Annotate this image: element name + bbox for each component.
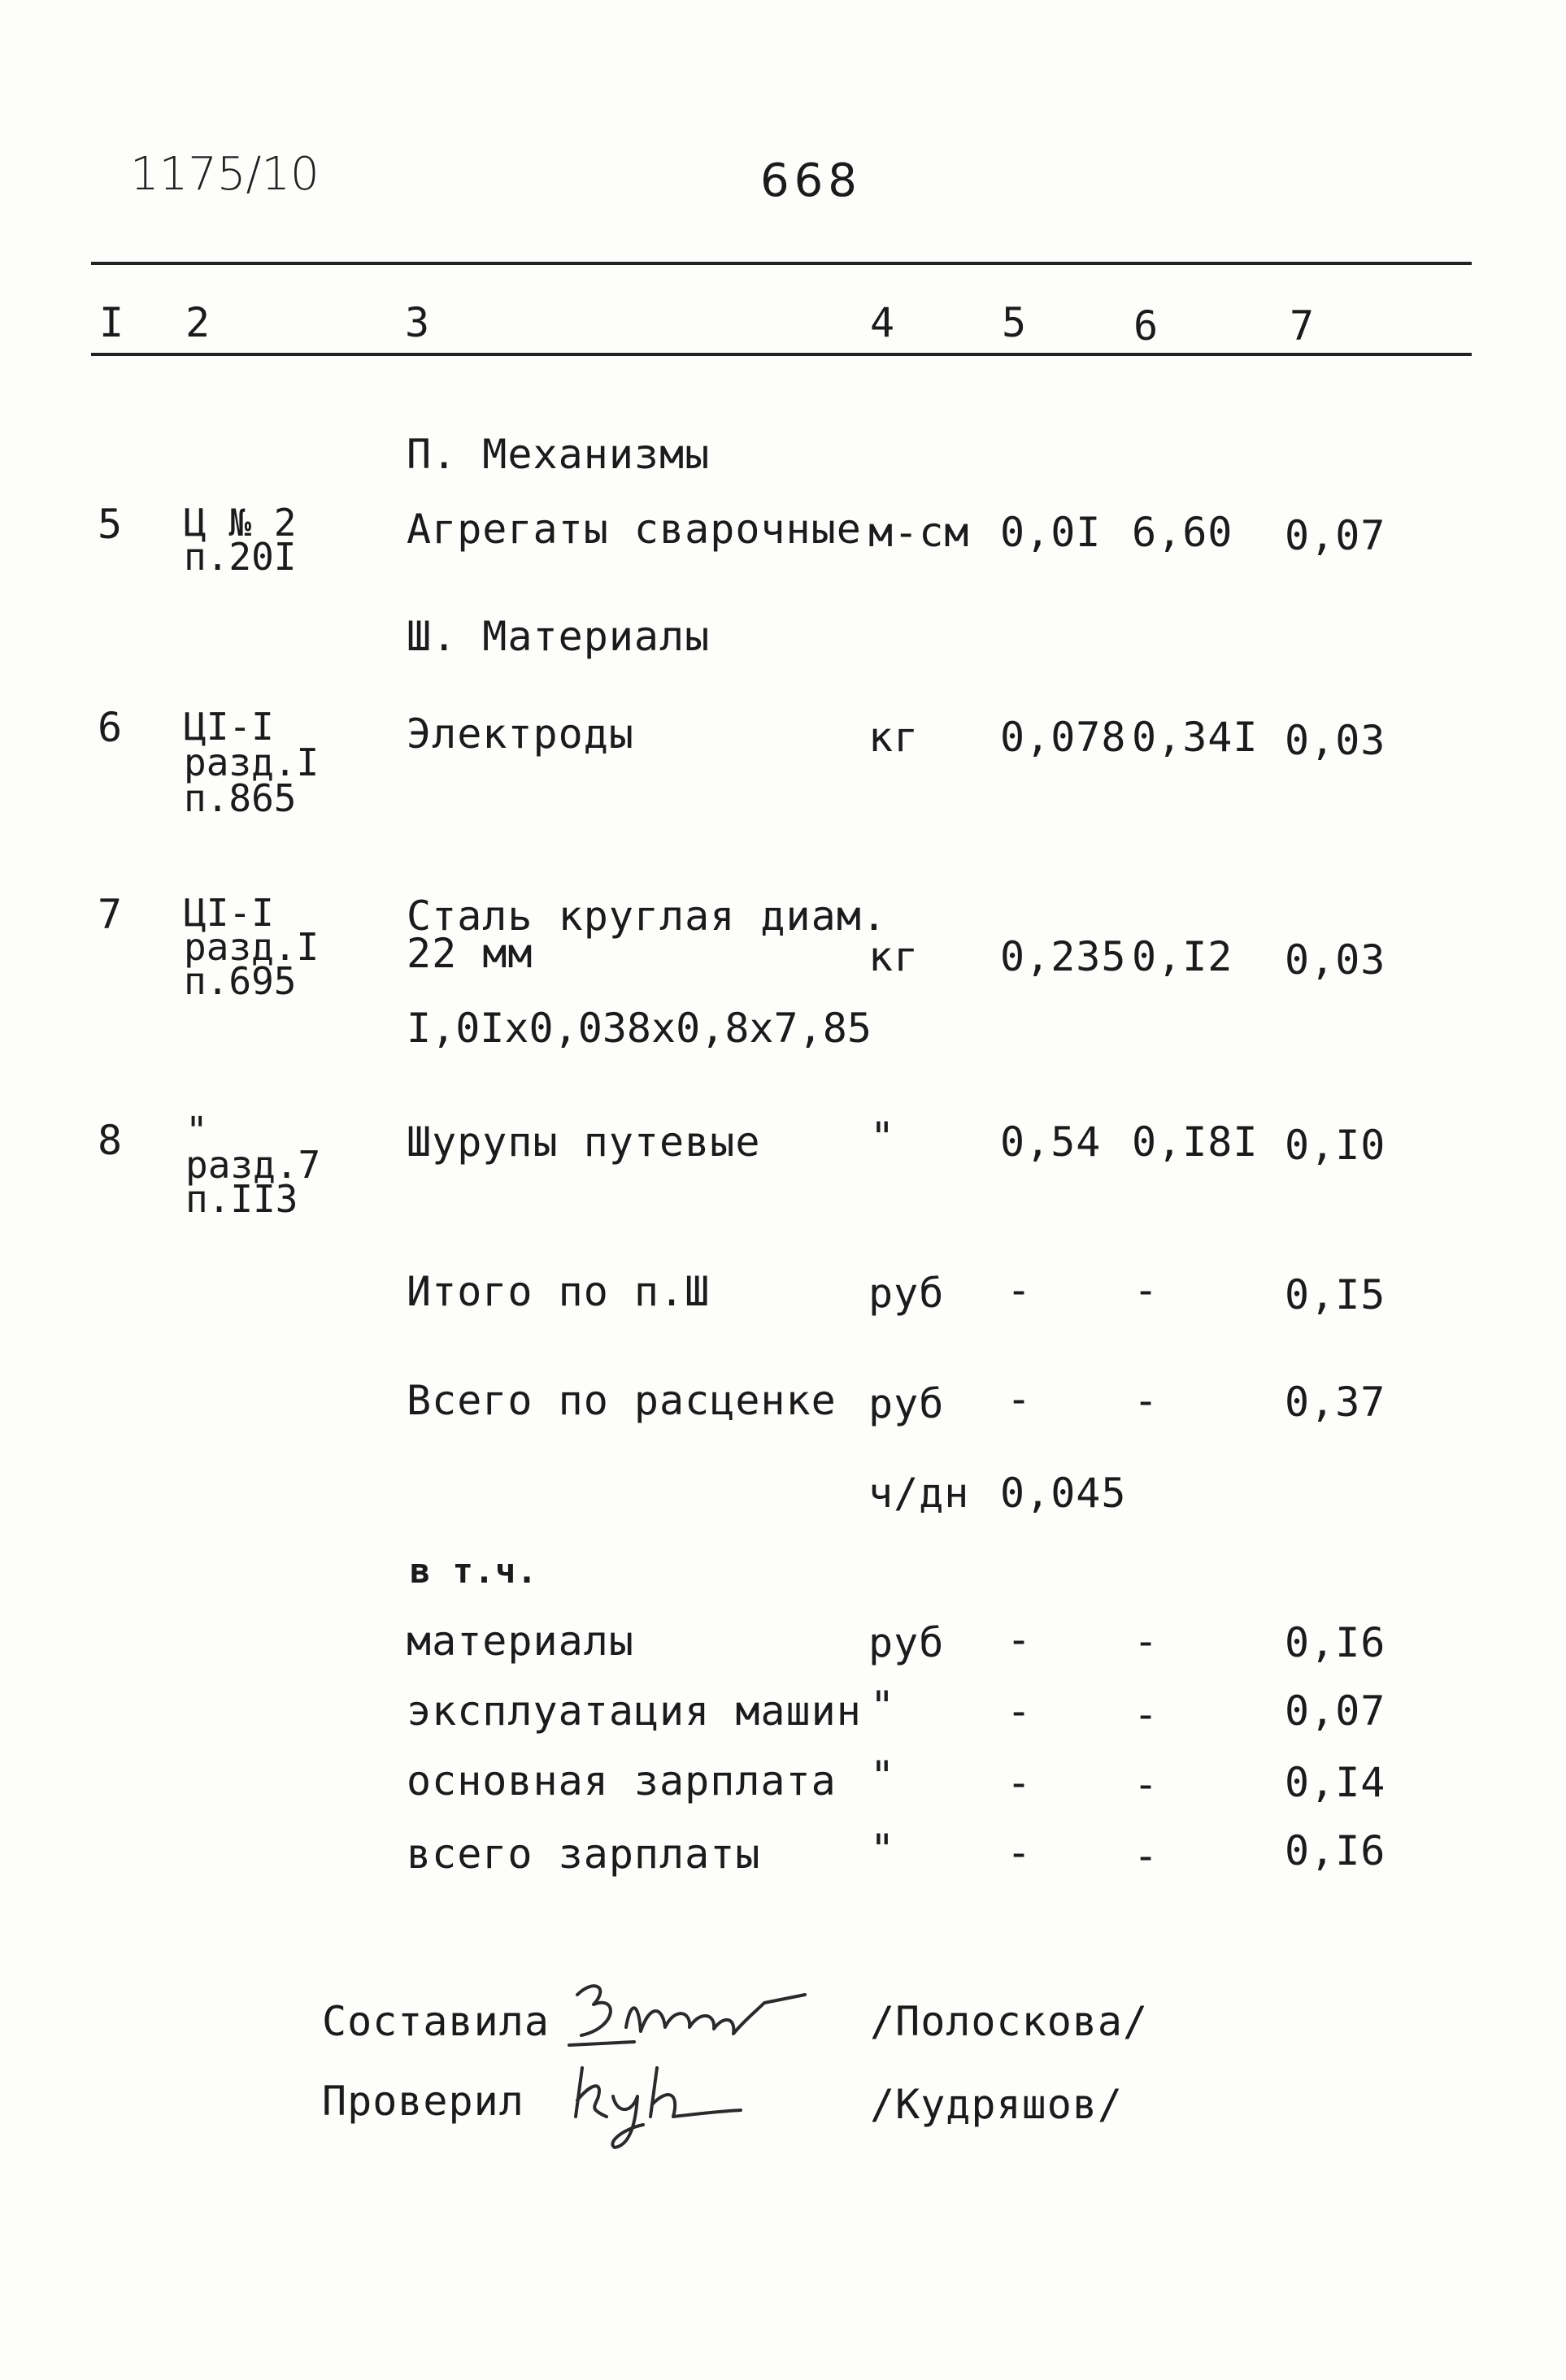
row-5-code: Ц № 2 п.20I <box>184 501 297 579</box>
row-7-num: 7 <box>98 891 124 938</box>
row-6-num: 6 <box>98 704 124 751</box>
summary-total-total: 0,37 <box>1285 1379 1386 1426</box>
col-header-7: 7 <box>1290 302 1316 350</box>
row-7-unit: кг <box>868 933 920 980</box>
row-5-qty: 0,0I <box>1000 509 1102 556</box>
breakdown-total-salary-qty: - <box>1007 1829 1033 1876</box>
row-6-unit: кг <box>868 714 920 761</box>
summary-total-name: Всего по расценке <box>407 1377 837 1424</box>
summary-subtotal-name: Итого по п.Ш <box>407 1268 711 1315</box>
breakdown-basic-salary-name: основная зарплата <box>407 1757 837 1805</box>
row-8-total: 0,I0 <box>1285 1122 1386 1169</box>
top-rule <box>91 262 1472 265</box>
col-header-6: 6 <box>1133 302 1159 350</box>
col-header-5: 5 <box>1002 299 1028 346</box>
col-header-1: I <box>99 299 125 346</box>
row-8-unit: " <box>870 1114 896 1161</box>
row-6-qty: 0,078 <box>1000 714 1127 761</box>
row-8-qty: 0,54 <box>1000 1118 1102 1166</box>
breakdown-materials-price: - <box>1133 1618 1159 1665</box>
row-8-code: " разд.7 п.II3 <box>185 1109 321 1221</box>
col-header-2: 2 <box>185 299 211 346</box>
breakdown-machines-unit: " <box>870 1683 896 1730</box>
summary-total-qty: - <box>1007 1375 1033 1422</box>
breakdown-machines-total: 0,07 <box>1285 1687 1386 1735</box>
breakdown-total-salary-price: - <box>1133 1832 1159 1879</box>
col-header-4: 4 <box>870 299 896 346</box>
breakdown-machines-price: - <box>1133 1691 1159 1738</box>
breakdown-basic-salary-price: - <box>1133 1761 1159 1808</box>
row-6-name: Электроды <box>407 710 634 758</box>
breakdown-basic-salary-qty: - <box>1007 1759 1033 1806</box>
row-8-name: Шурупы путевые <box>407 1118 761 1166</box>
section-mechanisms: П. Механизмы <box>407 431 711 478</box>
row-7-qty: 0,235 <box>1000 933 1127 980</box>
row-8-num: 8 <box>98 1117 124 1164</box>
row-5-num: 5 <box>98 501 124 548</box>
row-5-price: 6,60 <box>1132 509 1233 556</box>
summary-subtotal-qty: - <box>1007 1266 1033 1314</box>
breakdown-materials-name: материалы <box>407 1618 634 1665</box>
row-5-unit: м-см <box>868 509 970 556</box>
section-materials: Ш. Материалы <box>407 613 711 660</box>
breakdown-total-salary-unit: " <box>870 1826 896 1873</box>
checked-name: /Кудряшов/ <box>870 2081 1124 2128</box>
compiled-name: /Полоскова/ <box>870 1998 1149 2045</box>
breakdown-total-salary-name: всего зарплаты <box>407 1831 761 1878</box>
page-number: 668 <box>760 154 862 207</box>
breakdown-total-salary-total: 0,I6 <box>1285 1827 1386 1874</box>
breakdown-machines-qty: - <box>1007 1687 1033 1735</box>
row-7-price: 0,I2 <box>1132 933 1233 980</box>
row-7-formula: I,0Ix0,038x0,8x7,85 <box>407 1005 872 1052</box>
row-6-price: 0,34I <box>1132 714 1259 761</box>
row-6-total: 0,03 <box>1285 717 1386 764</box>
summary-labor-unit: ч/дн <box>868 1470 970 1517</box>
compiled-label: Составила <box>322 1998 550 2045</box>
row-5-total: 0,07 <box>1285 512 1386 559</box>
summary-total-price: - <box>1133 1377 1159 1424</box>
summary-subtotal-price: - <box>1133 1266 1159 1314</box>
row-5-name: Агрегаты сварочные <box>407 506 862 553</box>
breakdown-materials-unit: руб <box>868 1619 945 1666</box>
checked-signature <box>566 2052 761 2157</box>
header-rule <box>91 353 1472 356</box>
row-8-price: 0,I8I <box>1132 1118 1259 1166</box>
summary-total-unit: руб <box>868 1380 945 1427</box>
compiled-signature <box>561 1970 821 2060</box>
summary-subtotal-unit: руб <box>868 1270 945 1317</box>
breakdown-materials-total: 0,I6 <box>1285 1619 1386 1666</box>
row-7-code: ЦI-I разд.I п.695 <box>184 891 320 1003</box>
breakdown-materials-qty: - <box>1007 1616 1033 1663</box>
row-7-name: Сталь круглая диам. 22 мм <box>407 892 887 977</box>
including-label: в т.ч. <box>410 1551 538 1591</box>
row-6-code: ЦI-I разд.I п.865 <box>184 705 320 820</box>
doc-number: 1175/10 <box>130 148 320 201</box>
breakdown-basic-salary-total: 0,I4 <box>1285 1759 1386 1806</box>
summary-labor-qty: 0,045 <box>1000 1470 1127 1517</box>
summary-subtotal-total: 0,I5 <box>1285 1271 1386 1318</box>
breakdown-basic-salary-unit: " <box>870 1752 896 1800</box>
row-7-total: 0,03 <box>1285 936 1386 984</box>
checked-label: Проверил <box>322 2078 524 2125</box>
breakdown-machines-name: эксплуатация машин <box>407 1687 862 1735</box>
col-header-3: 3 <box>405 299 431 346</box>
